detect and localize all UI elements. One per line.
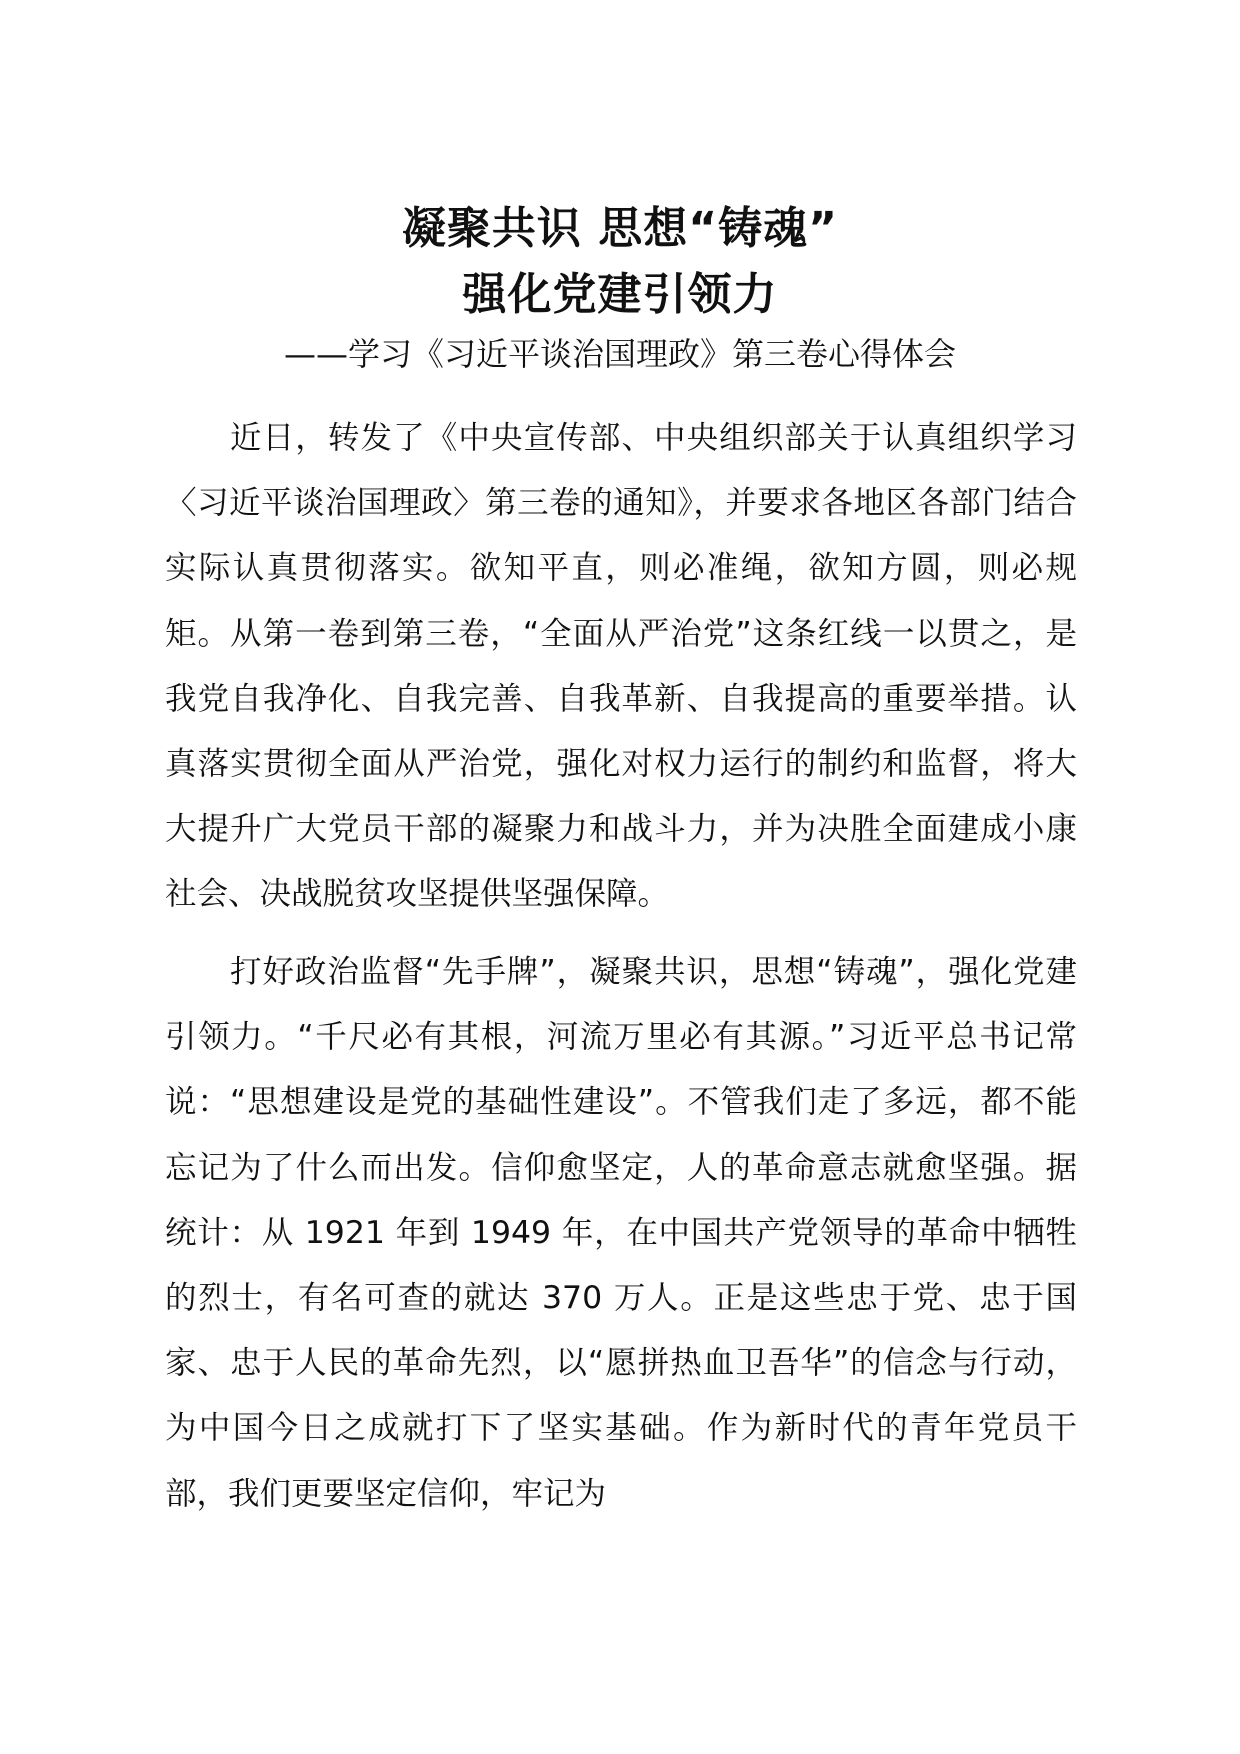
body-paragraph: 近日，转发了《中央宣传部、中央组织部关于认真组织学习〈习近平谈治国理政〉第三卷的通知》，并要求各地区各部门结合实际认真贯彻落实。欲知平直，则必准绳，欲知方圆，则必规矩。从第一卷到第三卷，“全面从严治党”这条红线一以贯之，是我党自我净化、自我完善、自我革新、自我提高的重要举措。认真落实贯彻全面从严治党，强化对权力运行的制约和监督，将大大提升广大党员干部的凝聚力和战斗力，并为决胜全面建成小康社会、决战脱贫攻坚提供坚强保障。 bbox=[165, 420, 1077, 913]
title-line-1: 凝聚共识 思想“铸魂” bbox=[401, 203, 839, 254]
title-block bbox=[0, 196, 1240, 328]
title-line-2: 强化党建引领力 bbox=[462, 269, 778, 320]
body-paragraph: 打好政治监督“先手牌”，凝聚共识，思想“铸魂”，强化党建引领力。“千尺必有其根，河流万里必有其源。”习近平总书记常说：“思想建设是党的基础性建设”。不管我们走了多远，都不能忘记为了什么而出发。信仰愈坚定，人的革命意志就愈坚强。据统计：从 1921 年到 1949 年，在中国共产党领导的革命中牺牲的烈士，有名可查的就达 370 万人。正是这些忠于党、忠于国家、忠于人民的革命先烈，以“愿拼热血卫吾华”的信念与行动，为中国今日之成就打下了坚实基础。作为新时代的青年党员干部，我们更要坚定信仰，牢记为 bbox=[165, 954, 1077, 1512]
subtitle: ——学习《习近平谈治国理政》第三卷心得体会 bbox=[283, 335, 956, 373]
